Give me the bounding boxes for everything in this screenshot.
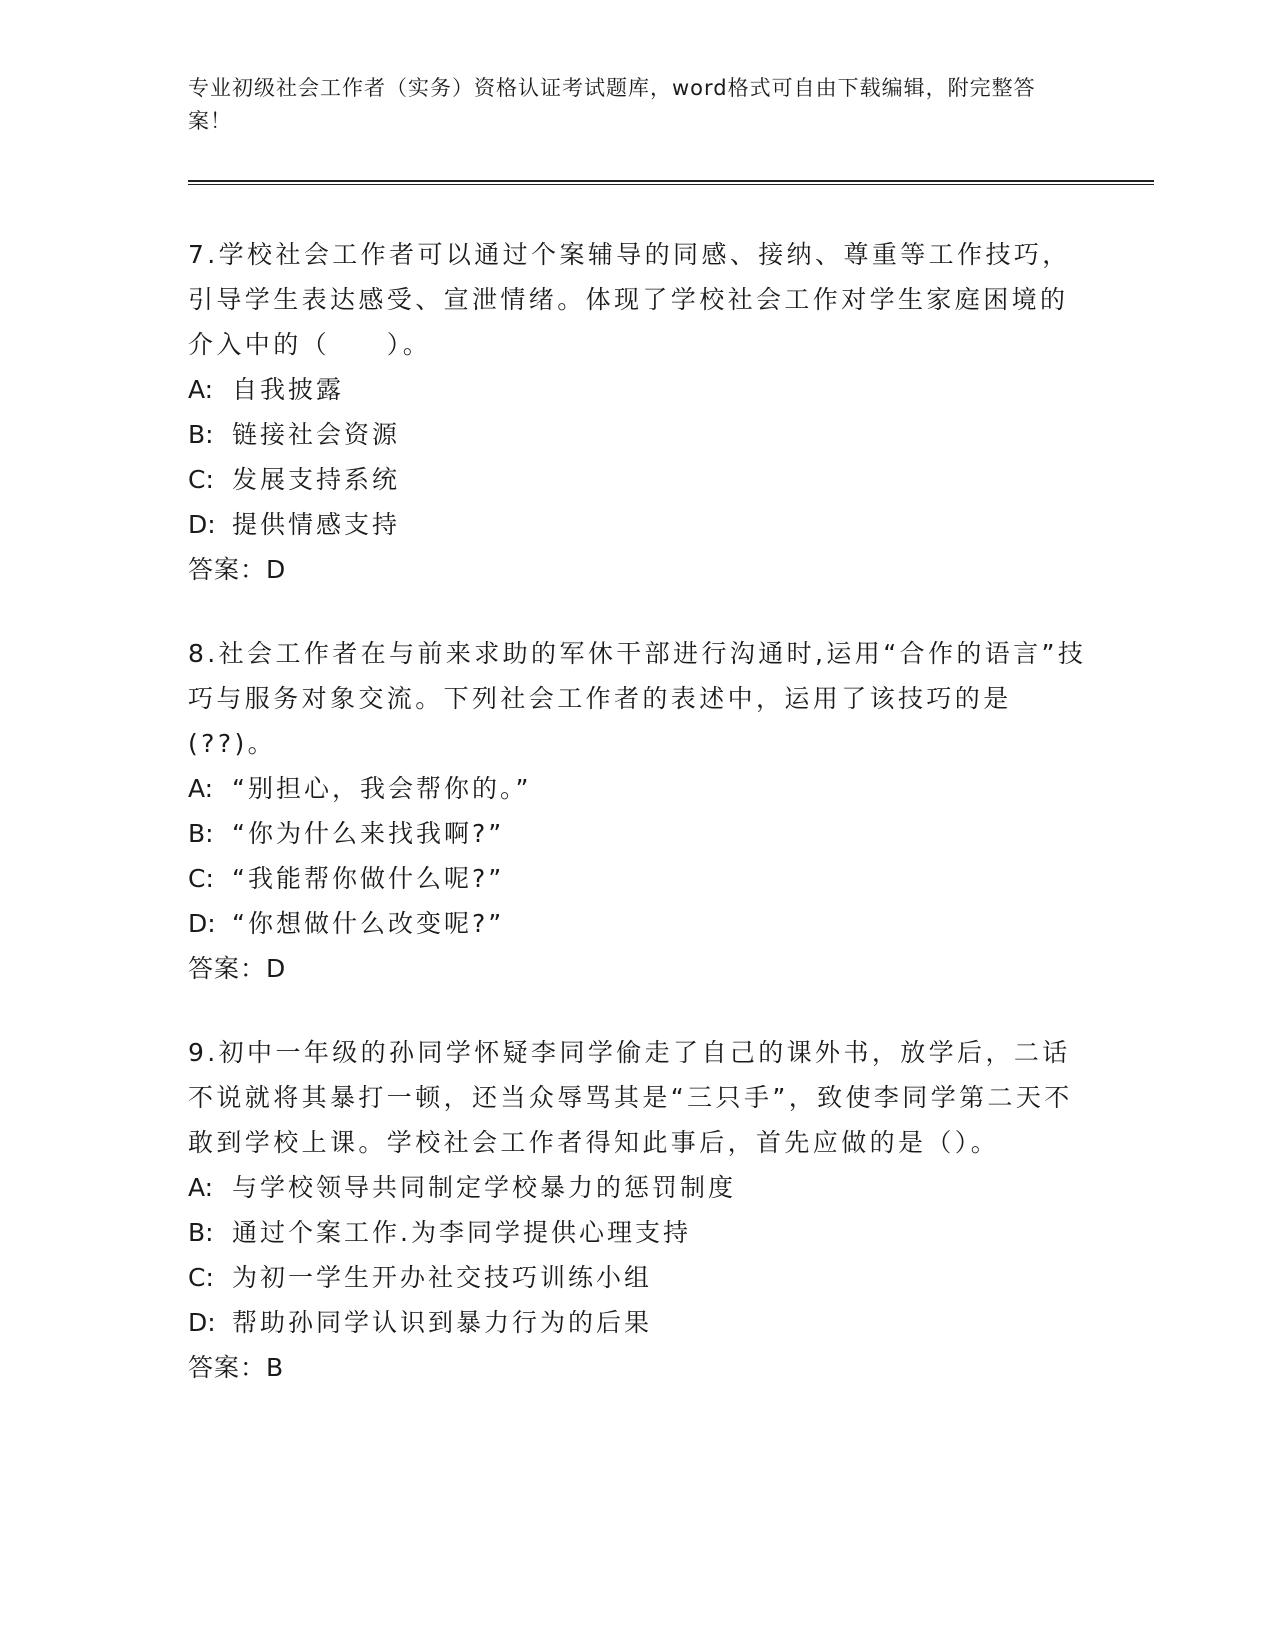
option-text: 自我披露 [232,375,345,404]
option-letter: B: [188,1218,214,1247]
option-letter: C: [188,864,214,893]
option-letter: B: [188,420,214,449]
option-text: “我能帮你做什么呢?” [232,864,505,893]
question-7 [188,232,1088,592]
answer-line: 答案：D [188,954,287,983]
option-a [188,1165,1088,1210]
option-letter: D: [188,1308,216,1337]
question-stem: 7.学校社会工作者可以通过个案辅导的同感、接纳、尊重等工作技巧，引导学生表达感受、宣泄情绪。体现了学校社会工作对学生家庭困境的介入中的（ ）。 [188,240,1071,359]
header-text: 专业初级社会工作者（实务）资格认证考试题库，word格式可自由下载编辑，附完整答案！ [188,76,1036,133]
option-text: 通过个案工作.为李同学提供心理支持 [232,1218,691,1247]
option-letter: A: [188,375,214,404]
question-9 [188,1030,1088,1390]
document-header [188,72,1068,138]
header-divider-thick [188,180,1154,182]
option-text: 与学校领导共同制定学校暴力的惩罚制度 [232,1173,737,1202]
question-list [188,232,1088,1429]
option-d [188,502,1088,547]
option-letter: C: [188,465,214,494]
option-text: 提供情感支持 [232,510,401,539]
option-letter: A: [188,774,214,803]
option-text: “你为什么来找我啊?” [232,819,505,848]
option-text: 发展支持系统 [232,465,401,494]
option-letter: B: [188,819,214,848]
option-c [188,856,1088,901]
option-b [188,1210,1088,1255]
option-c [188,1255,1088,1300]
option-text: 链接社会资源 [232,420,401,449]
option-letter: C: [188,1263,214,1292]
header-divider-thin [188,184,1154,185]
option-d [188,1300,1088,1345]
option-text: “你想做什么改变呢?” [232,909,505,938]
question-stem: 9.初中一年级的孙同学怀疑李同学偷走了自己的课外书，放学后，二话不说就将其暴打一顿，还当众辱骂其是“三只手”，致使李同学第二天不敢到学校上课。学校社会工作者得知此事后，首先应做的是（）。 [188,1038,1073,1157]
option-d [188,901,1088,946]
answer-line: 答案：B [188,1353,285,1382]
question-stem: 8.社会工作者在与前来求助的军休干部进行沟通时,运用“合作的语言”技巧与服务对象交流。下列社会工作者的表述中，运用了该技巧的是(??)。 [188,639,1087,758]
question-8 [188,631,1088,991]
option-c [188,457,1088,502]
option-b [188,412,1088,457]
option-text: 为初一学生开办社交技巧训练小组 [232,1263,653,1292]
option-letter: A: [188,1173,214,1202]
option-b [188,811,1088,856]
option-text: 帮助孙同学认识到暴力行为的后果 [232,1308,653,1337]
option-a [188,766,1088,811]
option-text: “别担心，我会帮你的。” [232,774,532,803]
option-a [188,367,1088,412]
answer-line: 答案：D [188,555,287,584]
option-letter: D: [188,909,216,938]
option-letter: D: [188,510,216,539]
